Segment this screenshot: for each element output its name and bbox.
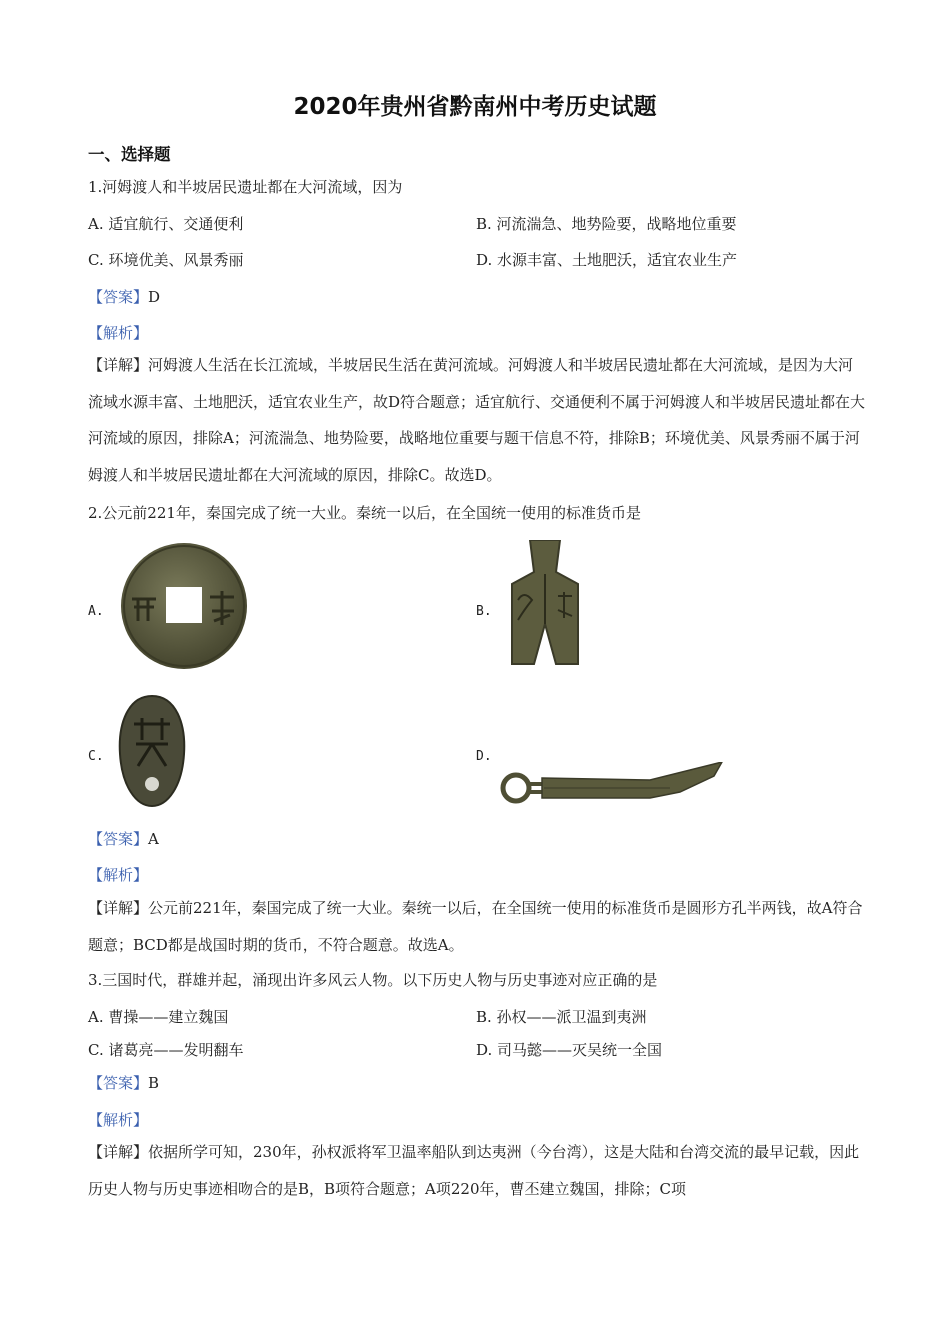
answer-value: D bbox=[148, 288, 161, 306]
question-3-option-c: C. 诸葛亮——发明翻车 bbox=[88, 1041, 244, 1059]
question-1-analysis-label: 【解析】 bbox=[88, 324, 149, 342]
question-2-option-a-label: A. bbox=[88, 604, 104, 619]
ban-liang-coin-image bbox=[116, 541, 252, 671]
question-3-option-b: B. 孙权——派卫温到夷洲 bbox=[476, 1008, 647, 1026]
question-1-option-a: A. 适宜航行、交通便利 bbox=[88, 215, 244, 233]
answer-label: 【答案】 bbox=[88, 830, 149, 848]
answer-label: 【答案】 bbox=[88, 1074, 149, 1092]
question-3-answer bbox=[88, 1073, 159, 1093]
detail-label: 【详解】 bbox=[88, 899, 149, 917]
detail-text: 河姆渡人生活在长江流域，半坡居民生活在黄河流域。河姆渡人和半坡居民遗址都在大河流域，是因为大河流域水源丰富、土地肥沃，适宜农业生产，故D符合题意；适宜航行、交通便利不属于河姆渡人和半坡居民遗址都在大河流域的原因，排除A；河流湍急、地势险要，战略地位重要与题干信息不符，排除B；环境优美、风景秀丽不属于河姆渡人和半坡居民遗址都在大河流域的原因，排除C。故选D。 bbox=[88, 356, 866, 484]
question-1-stem: 1.河姆渡人和半坡居民遗址都在大河流域，因为 bbox=[88, 178, 403, 196]
question-2-analysis-label: 【解析】 bbox=[88, 866, 149, 884]
answer-value: A bbox=[148, 830, 159, 848]
question-2-stem: 2.公元前221年，秦国完成了统一大业。秦统一以后，在全国统一使用的标准货币是 bbox=[88, 504, 641, 522]
question-1-detail bbox=[88, 347, 868, 493]
answer-label: 【答案】 bbox=[88, 288, 149, 306]
question-2-option-b-label: B. bbox=[476, 604, 492, 619]
knife-coin-image bbox=[500, 762, 724, 808]
question-3-option-a: A. 曹操——建立魏国 bbox=[88, 1008, 229, 1026]
question-2-option-d-label: D. bbox=[476, 749, 492, 764]
answer-value: B bbox=[148, 1074, 160, 1092]
detail-label: 【详解】 bbox=[88, 356, 149, 374]
question-1-option-b: B. 河流湍急、地势险要，战略地位重要 bbox=[476, 215, 737, 233]
question-2-option-c-label: C. bbox=[88, 749, 104, 764]
question-1-option-d: D. 水源丰富、土地肥沃，适宜农业生产 bbox=[476, 251, 738, 269]
section-heading: 一、选择题 bbox=[88, 145, 171, 164]
question-3-option-d: D. 司马懿——灭吴统一全国 bbox=[476, 1041, 663, 1059]
detail-text: 依据所学可知，230年，孙权派将军卫温率船队到达夷洲（今台湾），这是大陆和台湾交流的最早记载，因此历史人物与历史事迹相吻合的是B，B项符合题意；A项220年，曹丕建立魏国，排除；C项 bbox=[88, 1143, 860, 1198]
question-1-option-c: C. 环境优美、风景秀丽 bbox=[88, 251, 244, 269]
ant-nose-coin-image bbox=[116, 694, 188, 808]
question-2-answer bbox=[88, 829, 159, 849]
page-title: 2020年贵州省黔南州中考历史试题 bbox=[293, 94, 657, 120]
detail-text: 公元前221年，秦国完成了统一大业。秦统一以后，在全国统一使用的标准货币是圆形方孔半两钱，故A符合题意；BCD都是战国时期的货币，不符合题意。故选A。 bbox=[88, 899, 863, 954]
spade-coin-image bbox=[502, 540, 588, 670]
question-3-stem: 3.三国时代，群雄并起，涌现出许多风云人物。以下历史人物与历史事迹对应正确的是 bbox=[88, 971, 658, 989]
question-2-detail bbox=[88, 890, 868, 963]
question-1-answer bbox=[88, 287, 160, 307]
question-3-analysis-label: 【解析】 bbox=[88, 1111, 149, 1129]
detail-label: 【详解】 bbox=[88, 1143, 149, 1161]
question-3-detail bbox=[88, 1134, 868, 1207]
